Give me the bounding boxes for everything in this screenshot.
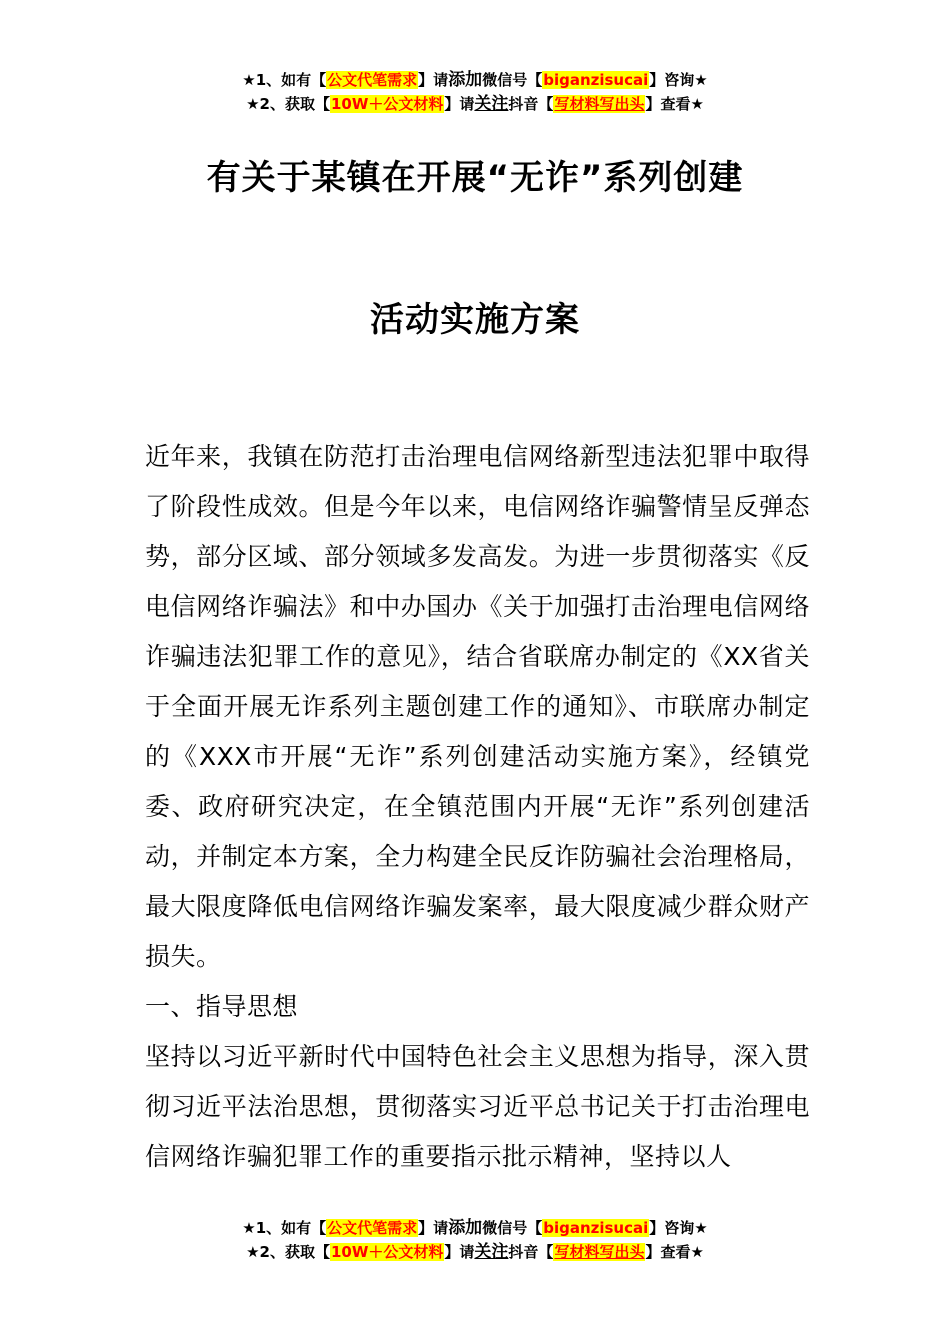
promo-text: ★2、获取【 bbox=[246, 95, 330, 113]
promo-line-1 bbox=[0, 68, 950, 92]
promo-text: 】请 bbox=[444, 95, 475, 113]
promo-text: ★1、如有【 bbox=[242, 71, 327, 89]
promo-emphasis: 关注 bbox=[474, 1242, 509, 1262]
promo-emphasis: 关注 bbox=[474, 94, 509, 114]
promo-banner-top bbox=[0, 68, 950, 116]
promo-text: 】咨询★ bbox=[649, 71, 708, 89]
promo-highlight: 公文代笔需求 bbox=[327, 71, 418, 89]
promo-highlight: 10W＋公文材料 bbox=[330, 1243, 444, 1261]
promo-highlight: biganzisucai bbox=[543, 1219, 649, 1237]
promo-highlight: 公文代笔需求 bbox=[327, 1219, 418, 1237]
document-body bbox=[145, 432, 810, 1182]
promo-text: 抖音【 bbox=[508, 95, 554, 113]
promo-text: ★1、如有【 bbox=[242, 1219, 327, 1237]
promo-text: 】咨询★ bbox=[649, 1219, 708, 1237]
promo-highlight: biganzisucai bbox=[543, 71, 649, 89]
promo-text: 抖音【 bbox=[508, 1243, 554, 1261]
intro-paragraph: 近年来，我镇在防范打击治理电信网络新型违法犯罪中取得了阶段性成效。但是今年以来，电信网络诈骗警情呈反弹态势，部分区域、部分领域多发高发。为进一步贯彻落实《反电信网络诈骗法》和中办国办《关于加强打击治理电信网络诈骗违法犯罪工作的意见》，结合省联席办制定的《XX省关于全面开展无诈系列主题创建工作的通知》、市联席办制定的《XXX市开展“无诈”系列创建活动实施方案》，经镇党委、政府研究决定，在全镇范围内开展“无诈”系列创建活动，并制定本方案，全力构建全民反诈防骗社会治理格局，最大限度降低电信网络诈骗发案率，最大限度减少群众财产损失。 bbox=[145, 442, 810, 971]
promo-banner-bottom bbox=[0, 1216, 950, 1264]
promo-emphasis: 添加 bbox=[448, 70, 483, 90]
section-heading: 一、指导思想 bbox=[145, 992, 299, 1021]
promo-text: 】请 bbox=[444, 1243, 475, 1261]
promo-highlight: 写材料写出头 bbox=[554, 95, 645, 113]
promo-text: 微信号【 bbox=[482, 71, 543, 89]
promo-line-2 bbox=[0, 1240, 950, 1264]
promo-emphasis: 添加 bbox=[448, 1218, 483, 1238]
promo-text: 】请 bbox=[418, 1219, 449, 1237]
section-paragraph: 坚持以习近平新时代中国特色社会主义思想为指导，深入贯彻习近平法治思想，贯彻落实习近平总书记关于打击治理电信网络诈骗犯罪工作的重要指示批示精神，坚持以人 bbox=[145, 1042, 810, 1171]
promo-text: 】查看★ bbox=[645, 95, 704, 113]
promo-highlight: 写材料写出头 bbox=[554, 1243, 645, 1261]
promo-text: ★2、获取【 bbox=[246, 1243, 330, 1261]
promo-highlight: 10W＋公文材料 bbox=[330, 95, 444, 113]
document-title-line-1: 有关于某镇在开展“无诈”系列创建 bbox=[206, 158, 744, 198]
promo-text: 】请 bbox=[418, 71, 449, 89]
promo-text: 微信号【 bbox=[482, 1219, 543, 1237]
promo-line-2 bbox=[0, 92, 950, 116]
document-title-line-2: 活动实施方案 bbox=[370, 300, 580, 340]
promo-line-1 bbox=[0, 1216, 950, 1240]
promo-text: 】查看★ bbox=[645, 1243, 704, 1261]
